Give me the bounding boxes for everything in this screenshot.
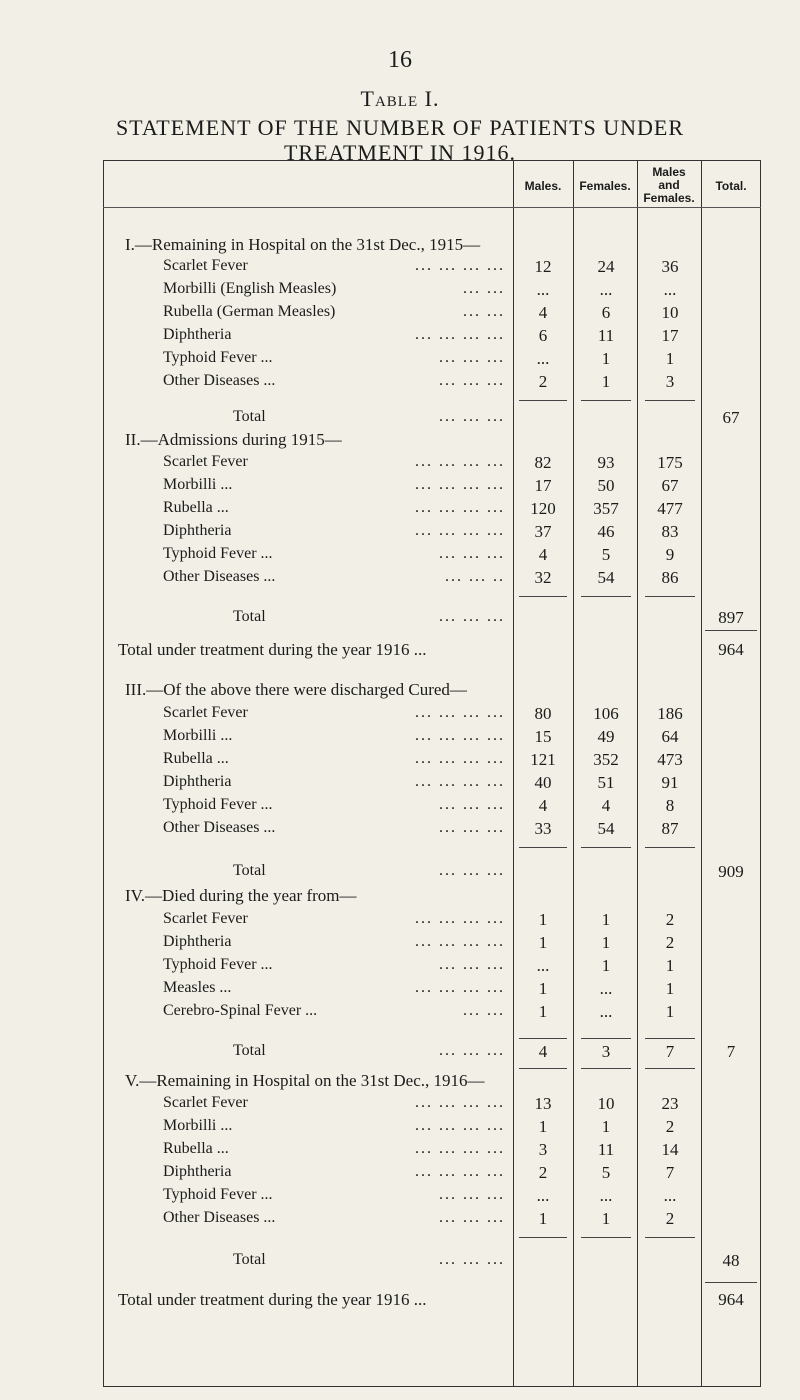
subtotal-rule: [519, 1068, 567, 1069]
row-label: Scarlet Fever: [163, 1094, 248, 1111]
cell-males-and-females: 477: [657, 499, 683, 518]
subtotal-rule: [645, 847, 695, 848]
cell-males: 1: [538, 1002, 548, 1021]
section-heading: II.—Admissions during 1915—: [125, 430, 342, 449]
total-label: Total: [233, 408, 266, 425]
row-label: Rubella ...: [163, 499, 229, 516]
cell-males: 37: [534, 522, 552, 541]
total-cell: 897: [718, 608, 744, 627]
cell-males-and-females: 23: [661, 1094, 679, 1113]
cell-males-and-females: 83: [661, 522, 679, 541]
cell-males-and-females: 36: [661, 257, 679, 276]
row-label: Other Diseases ...: [163, 568, 276, 585]
row-leader-dots: ... ... ... ...: [415, 773, 505, 790]
column-header-total: Total.: [715, 179, 747, 193]
row-leader-dots: ... ... ...: [439, 349, 505, 366]
subtotal-rule: [581, 1068, 631, 1069]
cell-females: 11: [597, 326, 615, 345]
cell-males: 17: [534, 476, 552, 495]
column-header-females: Females.: [579, 179, 631, 193]
cell-males-and-females: 17: [661, 326, 679, 345]
total-leader-dots: ... ... ...: [439, 408, 505, 425]
row-leader-dots: ... ... ...: [439, 819, 505, 836]
row-leader-dots: ... ... ...: [439, 545, 505, 562]
cell-females: 1: [601, 910, 611, 929]
subtotal-rule: [581, 1038, 631, 1039]
subtotal-rule: [645, 596, 695, 597]
table-title-line-1: STATEMENT OF THE NUMBER OF PATIENTS UNDER: [115, 115, 685, 140]
cell-females: 24: [597, 257, 615, 276]
row-label: Measles ...: [163, 979, 232, 996]
row-leader-dots: ... ... ... ...: [415, 476, 505, 493]
cell-males-and-females: 9: [665, 545, 675, 564]
cell-males: 33: [534, 819, 552, 838]
row-leader-dots: ... ... ... ...: [415, 1140, 505, 1157]
row-leader-dots: ... ... ... ...: [415, 499, 505, 516]
cell-males: 12: [534, 257, 552, 276]
grand-total-rule: [705, 630, 757, 631]
cell-males: 4: [538, 545, 548, 564]
cell-males-and-females: 2: [665, 1209, 675, 1228]
total-label: Total: [233, 1042, 266, 1059]
cell-females: 357: [593, 499, 619, 518]
total-cell-males-and-females: 7: [665, 1042, 675, 1061]
column-divider: [701, 160, 702, 1387]
cell-males: 2: [538, 1163, 548, 1182]
cell-males: 120: [530, 499, 556, 518]
cell-females: 1: [601, 1117, 611, 1136]
total-leader-dots: ... ... ...: [439, 608, 505, 625]
row-label: Morbilli ...: [163, 1117, 233, 1134]
row-label: Morbilli (English Measles): [163, 280, 337, 297]
cell-females: 1: [601, 956, 611, 975]
column-divider: [637, 160, 638, 1387]
cell-males: 1: [538, 979, 548, 998]
cell-males-and-females: 175: [657, 453, 683, 472]
cell-males-and-females: 91: [661, 773, 679, 792]
row-label: Diphtheria: [163, 773, 232, 790]
total-cell: 909: [718, 862, 744, 881]
cell-males: ...: [536, 349, 550, 368]
row-label: Cerebro-Spinal Fever ...: [163, 1002, 318, 1019]
row-leader-dots: ... ... ... ...: [415, 453, 505, 470]
cell-males: 1: [538, 910, 548, 929]
cell-males: 15: [534, 727, 552, 746]
grand-total-label: Total under treatment during the year 1916 ...: [118, 1290, 427, 1309]
row-label: Morbilli ...: [163, 727, 233, 744]
row-label: Morbilli ...: [163, 476, 233, 493]
cell-females: 54: [597, 819, 615, 838]
row-leader-dots: ... ... ..: [445, 568, 505, 585]
cell-males: 82: [534, 453, 552, 472]
cell-males-and-females: 86: [661, 568, 679, 587]
subtotal-rule: [581, 1237, 631, 1238]
subtotal-rule: [645, 1038, 695, 1039]
row-label: Diphtheria: [163, 522, 232, 539]
row-label: Scarlet Fever: [163, 910, 248, 927]
column-header-males-and-females: Males and Females.: [643, 165, 695, 205]
grand-total-rule: [705, 1282, 757, 1283]
row-leader-dots: ... ...: [463, 280, 505, 297]
total-leader-dots: ... ... ...: [439, 862, 505, 879]
cell-males-and-females: 1: [665, 1002, 675, 1021]
cell-females: 50: [597, 476, 615, 495]
row-label: Diphtheria: [163, 326, 232, 343]
cell-males: 13: [534, 1094, 552, 1113]
cell-males: 40: [534, 773, 552, 792]
cell-females: 93: [597, 453, 615, 472]
cell-females: 1: [601, 349, 611, 368]
cell-females: 5: [601, 545, 611, 564]
row-label: Diphtheria: [163, 933, 232, 950]
row-label: Typhoid Fever ...: [163, 796, 273, 813]
cell-females: 1: [601, 1209, 611, 1228]
section-heading: IV.—Died during the year from—: [125, 886, 357, 905]
total-label: Total: [233, 862, 266, 879]
row-leader-dots: ... ... ... ...: [415, 1094, 505, 1111]
cell-males: 1: [538, 1209, 548, 1228]
subtotal-rule: [645, 1068, 695, 1069]
cell-males-and-females: 64: [661, 727, 679, 746]
row-leader-dots: ... ... ... ...: [415, 257, 505, 274]
row-label: Typhoid Fever ...: [163, 956, 273, 973]
cell-males-and-females: 2: [665, 1117, 675, 1136]
row-label: Typhoid Fever ...: [163, 545, 273, 562]
table-label: Table I.: [360, 86, 440, 111]
row-leader-dots: ... ... ...: [439, 1186, 505, 1203]
cell-males-and-females: 1: [665, 956, 675, 975]
cell-males: 1: [538, 933, 548, 952]
row-leader-dots: ... ... ... ...: [415, 933, 505, 950]
total-cell: 48: [722, 1251, 740, 1270]
cell-females: 54: [597, 568, 615, 587]
total-cell: 67: [722, 408, 740, 427]
cell-males: 121: [530, 750, 556, 769]
cell-males-and-females: ...: [663, 1186, 677, 1205]
grand-total-label: Total under treatment during the year 1916 ...: [118, 640, 427, 659]
total-cell-males: 4: [538, 1042, 548, 1061]
total-label: Total: [233, 1251, 266, 1268]
cell-males-and-females: 8: [665, 796, 675, 815]
total-label: Total: [233, 608, 266, 625]
row-leader-dots: ... ... ... ...: [415, 704, 505, 721]
subtotal-rule: [645, 400, 695, 401]
cell-females: 51: [597, 773, 615, 792]
row-leader-dots: ... ...: [463, 303, 505, 320]
row-leader-dots: ... ... ...: [439, 956, 505, 973]
row-label: Other Diseases ...: [163, 819, 276, 836]
cell-males: 1: [538, 1117, 548, 1136]
total-cell: 7: [726, 1042, 736, 1061]
cell-females: ...: [599, 1186, 613, 1205]
cell-males: 6: [538, 326, 548, 345]
cell-females: ...: [599, 1002, 613, 1021]
cell-males-and-females: 67: [661, 476, 679, 495]
cell-males-and-females: 1: [665, 349, 675, 368]
cell-males-and-females: 2: [665, 910, 675, 929]
row-leader-dots: ... ... ... ...: [415, 979, 505, 996]
column-divider: [573, 160, 574, 1387]
cell-males-and-females: 1: [665, 979, 675, 998]
row-label: Typhoid Fever ...: [163, 1186, 273, 1203]
cell-males: ...: [536, 956, 550, 975]
header-rule: [103, 207, 761, 208]
cell-males-and-females: 7: [665, 1163, 675, 1182]
row-label: Rubella ...: [163, 1140, 229, 1157]
row-label: Scarlet Fever: [163, 704, 248, 721]
column-header-males: Males.: [524, 179, 562, 193]
row-leader-dots: ... ... ...: [439, 796, 505, 813]
table-title-line-2: TREATMENT IN 1916.: [283, 140, 517, 165]
cell-females: 10: [597, 1094, 615, 1113]
cell-males: 80: [534, 704, 552, 723]
cell-females: 49: [597, 727, 615, 746]
page-number: 16: [388, 47, 412, 73]
subtotal-rule: [581, 400, 631, 401]
row-leader-dots: ... ... ... ...: [415, 750, 505, 767]
row-label: Other Diseases ...: [163, 372, 276, 389]
cell-males: 4: [538, 796, 548, 815]
cell-males-and-females: 2: [665, 933, 675, 952]
cell-males: ...: [536, 280, 550, 299]
cell-females: 46: [597, 522, 615, 541]
total-leader-dots: ... ... ...: [439, 1251, 505, 1268]
cell-males-and-females: 473: [657, 750, 683, 769]
grand-total-cell: 964: [718, 1290, 744, 1309]
row-leader-dots: ... ... ... ...: [415, 1117, 505, 1134]
cell-females: ...: [599, 280, 613, 299]
cell-males-and-females: 14: [661, 1140, 679, 1159]
grand-total-cell: 964: [718, 640, 744, 659]
cell-females: 4: [601, 796, 611, 815]
cell-females: 11: [597, 1140, 615, 1159]
total-leader-dots: ... ... ...: [439, 1042, 505, 1059]
cell-males-and-females: 3: [665, 372, 675, 391]
cell-females: 5: [601, 1163, 611, 1182]
row-leader-dots: ... ... ... ...: [415, 1163, 505, 1180]
cell-females: 1: [601, 372, 611, 391]
cell-females: 106: [593, 704, 619, 723]
subtotal-rule: [519, 847, 567, 848]
cell-males-and-females: 87: [661, 819, 679, 838]
row-leader-dots: ... ...: [463, 1002, 505, 1019]
cell-males-and-females: 10: [661, 303, 679, 322]
row-label: Rubella (German Measles): [163, 303, 336, 320]
cell-males: 3: [538, 1140, 548, 1159]
cell-females: 1: [601, 933, 611, 952]
row-leader-dots: ... ... ... ...: [415, 522, 505, 539]
row-label: Other Diseases ...: [163, 1209, 276, 1226]
section-heading: I.—Remaining in Hospital on the 31st Dec., 1915—: [125, 235, 481, 254]
subtotal-rule: [645, 1237, 695, 1238]
cell-males: 4: [538, 303, 548, 322]
row-leader-dots: ... ... ... ...: [415, 727, 505, 744]
subtotal-rule: [581, 596, 631, 597]
subtotal-rule: [581, 847, 631, 848]
cell-females: ...: [599, 979, 613, 998]
row-label: Scarlet Fever: [163, 257, 248, 274]
subtotal-rule: [519, 1237, 567, 1238]
subtotal-rule: [519, 1038, 567, 1039]
row-label: Scarlet Fever: [163, 453, 248, 470]
row-leader-dots: ... ... ...: [439, 1209, 505, 1226]
cell-males: 32: [534, 568, 552, 587]
row-label: Typhoid Fever ...: [163, 349, 273, 366]
row-label: Diphtheria: [163, 1163, 232, 1180]
section-heading: III.—Of the above there were discharged Cured—: [125, 680, 467, 699]
cell-males-and-females: ...: [663, 280, 677, 299]
subtotal-rule: [519, 596, 567, 597]
total-cell-females: 3: [601, 1042, 611, 1061]
row-leader-dots: ... ... ...: [439, 372, 505, 389]
subtotal-rule: [519, 400, 567, 401]
row-leader-dots: ... ... ... ...: [415, 910, 505, 927]
cell-males: ...: [536, 1186, 550, 1205]
section-heading: V.—Remaining in Hospital on the 31st Dec., 1916—: [125, 1071, 485, 1090]
cell-females: 352: [593, 750, 619, 769]
row-leader-dots: ... ... ... ...: [415, 326, 505, 343]
row-label: Rubella ...: [163, 750, 229, 767]
cell-males-and-females: 186: [657, 704, 683, 723]
cell-females: 6: [601, 303, 611, 322]
cell-males: 2: [538, 372, 548, 391]
